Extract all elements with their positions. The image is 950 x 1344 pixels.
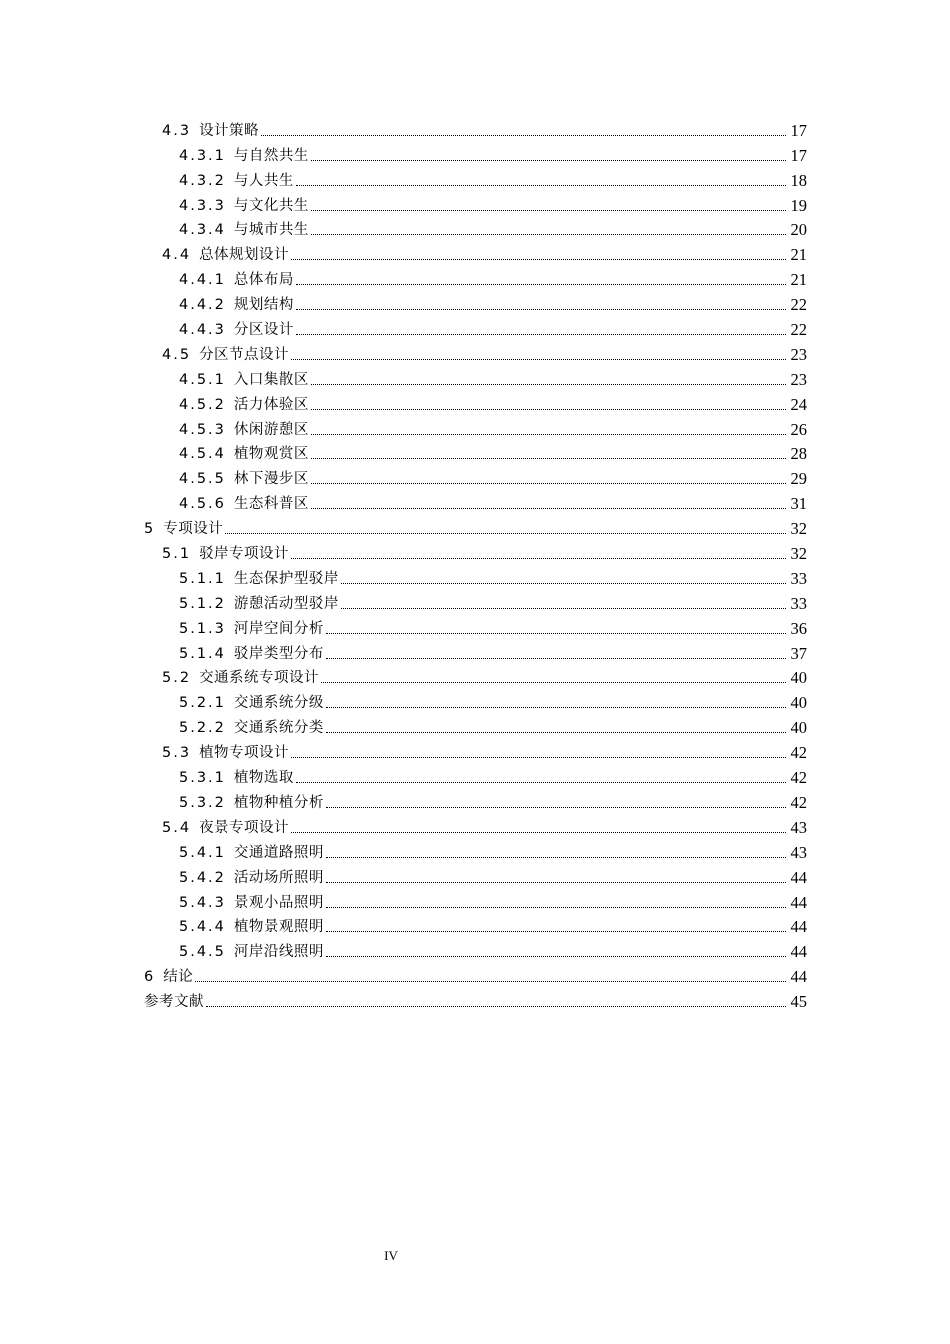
toc-entry[interactable] [144, 165, 807, 190]
toc-entry-page: 31 [790, 494, 807, 514]
toc-entry[interactable] [144, 961, 807, 986]
toc-entry[interactable] [144, 215, 807, 240]
toc-entry-page: 40 [790, 693, 807, 713]
toc-entry-title: 结论 [163, 969, 194, 986]
toc-entry[interactable] [144, 737, 807, 762]
toc-entry-title: 分区设计 [233, 322, 294, 339]
toc-dot-leader [296, 334, 786, 335]
toc-entry-page: 44 [790, 892, 807, 912]
toc-entry-number: 5.1 [162, 546, 192, 563]
toc-entry-page: 17 [790, 120, 807, 140]
toc-entry-number: 5.4.1 [179, 844, 226, 861]
toc-entry-title: 规划结构 [233, 297, 294, 314]
toc-dot-leader [341, 583, 786, 584]
toc-entry-page: 24 [790, 394, 807, 414]
toc-entry[interactable] [144, 986, 807, 1011]
toc-dot-leader [311, 483, 786, 484]
toc-entry[interactable] [144, 488, 807, 513]
toc-entry-page: 42 [790, 743, 807, 763]
toc-entry-page: 33 [790, 593, 807, 613]
toc-entry[interactable] [144, 887, 807, 912]
toc-dot-leader [291, 259, 786, 260]
toc-entry-number: 5.1.1 [179, 570, 226, 587]
toc-entry-page: 23 [790, 369, 807, 389]
toc-entry-number: 5.3.2 [179, 794, 226, 811]
toc-entry-page: 28 [790, 444, 807, 464]
toc-entry-number: 4.4.2 [179, 297, 226, 314]
toc-entry-number: 4.4.3 [179, 322, 226, 339]
toc-dot-leader [225, 533, 786, 534]
toc-entry[interactable] [144, 912, 807, 937]
toc-entry-page: 44 [790, 967, 807, 987]
toc-entry-number: 5.4 [162, 819, 192, 836]
toc-dot-leader [326, 907, 786, 908]
toc-entry[interactable] [144, 862, 807, 887]
toc-entry-page: 29 [790, 469, 807, 489]
toc-entry-title: 活动场所照明 [233, 869, 324, 886]
toc-entry[interactable] [144, 687, 807, 712]
toc-dot-leader [326, 882, 786, 883]
toc-entry-number: 6 [144, 969, 156, 986]
toc-entry-title: 植物种植分析 [233, 794, 324, 811]
toc-entry-title: 总体布局 [233, 272, 294, 289]
toc-entry-number: 4.3 [162, 122, 192, 139]
toc-entry[interactable] [144, 538, 807, 563]
toc-entry[interactable] [144, 762, 807, 787]
toc-entry[interactable] [144, 936, 807, 961]
toc-entry-page: 26 [790, 419, 807, 439]
toc-dot-leader [296, 284, 786, 285]
toc-entry-page: 17 [790, 145, 807, 165]
toc-entry-page: 40 [790, 718, 807, 738]
toc-entry-page: 19 [790, 195, 807, 215]
toc-dot-leader [326, 732, 786, 733]
toc-entry[interactable] [144, 414, 807, 439]
toc-entry-page: 18 [790, 170, 807, 190]
toc-entry-page: 21 [790, 270, 807, 290]
table-of-contents [144, 115, 807, 1011]
toc-entry[interactable] [144, 339, 807, 364]
toc-entry-title: 入口集散区 [233, 371, 309, 388]
toc-entry-title: 植物选取 [233, 770, 294, 787]
toc-dot-leader [311, 434, 786, 435]
toc-entry-title: 植物专项设计 [199, 745, 290, 762]
toc-dot-leader [311, 409, 786, 410]
toc-dot-leader [326, 956, 786, 957]
toc-dot-leader [326, 658, 786, 659]
toc-entry-number: 5.2.2 [179, 720, 226, 737]
toc-entry-page: 40 [790, 668, 807, 688]
toc-dot-leader [291, 558, 786, 559]
toc-dot-leader [311, 458, 786, 459]
toc-entry-number: 5.4.4 [179, 919, 226, 936]
toc-entry-title: 设计策略 [199, 122, 260, 139]
toc-entry-number: 4.5.6 [179, 496, 226, 513]
toc-entry-number: 5.3.1 [179, 770, 226, 787]
toc-entry-number: 4.5.4 [179, 446, 226, 463]
toc-entry[interactable] [144, 513, 807, 538]
toc-entry-title: 交通系统分类 [233, 720, 324, 737]
toc-entry-page: 37 [790, 643, 807, 663]
toc-entry-title: 生态科普区 [233, 496, 309, 513]
toc-entry-number: 4.5.2 [179, 396, 226, 413]
toc-entry[interactable] [144, 364, 807, 389]
toc-entry-title: 交通系统分级 [233, 695, 324, 712]
toc-entry-title: 林下漫步区 [233, 471, 309, 488]
toc-entry[interactable] [144, 239, 807, 264]
toc-entry-title: 参考文献 [144, 994, 204, 1011]
toc-entry-number: 5.4.2 [179, 869, 226, 886]
toc-entry-title: 活力体验区 [233, 396, 309, 413]
toc-dot-leader [296, 309, 786, 310]
toc-entry-page: 33 [790, 568, 807, 588]
toc-entry-number: 4.3.3 [179, 197, 226, 214]
toc-entry[interactable] [144, 463, 807, 488]
toc-entry-title: 生态保护型驳岸 [233, 570, 339, 587]
toc-dot-leader [311, 234, 786, 235]
toc-entry-number: 5.4.3 [179, 894, 226, 911]
toc-entry-page: 44 [790, 942, 807, 962]
toc-dot-leader [326, 633, 786, 634]
toc-entry-number: 4.4.1 [179, 272, 226, 289]
toc-dot-leader [195, 981, 786, 982]
toc-entry-title: 专项设计 [163, 521, 224, 538]
toc-entry-page: 23 [790, 344, 807, 364]
toc-entry-title: 景观小品照明 [233, 894, 324, 911]
toc-entry-number: 4.5.3 [179, 421, 226, 438]
toc-entry-number: 4.4 [162, 247, 192, 264]
toc-entry-title: 植物景观照明 [233, 919, 324, 936]
toc-entry-title: 总体规划设计 [199, 247, 290, 264]
toc-entry[interactable] [144, 588, 807, 613]
toc-entry-title: 河岸空间分析 [233, 620, 324, 637]
toc-dot-leader [206, 1006, 786, 1007]
toc-entry[interactable] [144, 289, 807, 314]
toc-entry-page: 22 [790, 295, 807, 315]
toc-entry[interactable] [144, 314, 807, 339]
toc-entry-title: 夜景专项设计 [199, 819, 290, 836]
toc-dot-leader [296, 185, 786, 186]
toc-dot-leader [341, 608, 786, 609]
toc-entry-number: 5.2.1 [179, 695, 226, 712]
toc-entry-title: 与自然共生 [233, 147, 309, 164]
toc-entry-page: 42 [790, 768, 807, 788]
toc-entry-title: 与城市共生 [233, 222, 309, 239]
toc-dot-leader [291, 359, 786, 360]
toc-entry-page: 32 [790, 519, 807, 539]
toc-entry-number: 5.2 [162, 670, 192, 687]
toc-dot-leader [326, 807, 786, 808]
toc-entry[interactable] [144, 264, 807, 289]
toc-dot-leader [261, 135, 786, 136]
toc-dot-leader [291, 757, 786, 758]
toc-entry-title: 与人共生 [233, 172, 294, 189]
toc-entry-page: 36 [790, 618, 807, 638]
toc-entry-title: 休闲游憩区 [233, 421, 309, 438]
toc-entry-page: 43 [790, 842, 807, 862]
toc-dot-leader [311, 384, 786, 385]
toc-entry-title: 驳岸专项设计 [199, 546, 290, 563]
page-number: IV [384, 1248, 398, 1263]
toc-entry-number: 4.3.4 [179, 222, 226, 239]
toc-entry-page: 22 [790, 320, 807, 340]
toc-dot-leader [321, 682, 786, 683]
toc-entry-number: 5 [144, 521, 156, 538]
toc-entry[interactable] [144, 140, 807, 165]
toc-entry-number: 4.3.1 [179, 147, 226, 164]
toc-dot-leader [296, 782, 786, 783]
toc-entry-title: 交通系统专项设计 [199, 670, 320, 687]
toc-dot-leader [326, 931, 786, 932]
toc-entry[interactable] [144, 439, 807, 464]
toc-entry-number: 5.1.4 [179, 645, 226, 662]
toc-entry-number: 5.1.3 [179, 620, 226, 637]
toc-entry[interactable] [144, 712, 807, 737]
toc-entry-title: 交通道路照明 [233, 844, 324, 861]
toc-entry[interactable] [144, 812, 807, 837]
toc-entry-page: 21 [790, 245, 807, 265]
toc-dot-leader [311, 160, 786, 161]
toc-dot-leader [311, 508, 786, 509]
toc-entry-title: 与文化共生 [233, 197, 309, 214]
toc-entry-page: 42 [790, 792, 807, 812]
toc-entry-page: 44 [790, 917, 807, 937]
toc-entry-page: 32 [790, 544, 807, 564]
toc-entry-page: 20 [790, 220, 807, 240]
toc-entry-title: 分区节点设计 [199, 346, 290, 363]
toc-entry-page: 44 [790, 867, 807, 887]
toc-entry-page: 43 [790, 817, 807, 837]
toc-entry-number: 4.5 [162, 346, 192, 363]
toc-dot-leader [326, 857, 786, 858]
toc-entry[interactable] [144, 638, 807, 663]
toc-entry[interactable] [144, 563, 807, 588]
toc-entry-number: 5.1.2 [179, 595, 226, 612]
toc-entry[interactable] [144, 613, 807, 638]
toc-dot-leader [291, 832, 786, 833]
toc-entry[interactable] [144, 787, 807, 812]
toc-entry[interactable] [144, 190, 807, 215]
toc-entry-title: 驳岸类型分布 [233, 645, 324, 662]
toc-dot-leader [311, 210, 786, 211]
toc-entry[interactable] [144, 389, 807, 414]
toc-entry-number: 4.5.1 [179, 371, 226, 388]
toc-entry-number: 4.5.5 [179, 471, 226, 488]
toc-entry-page: 45 [790, 992, 807, 1012]
toc-entry-number: 5.3 [162, 745, 192, 762]
toc-entry-number: 4.3.2 [179, 172, 226, 189]
toc-entry-title: 河岸沿线照明 [233, 944, 324, 961]
toc-entry-number: 5.4.5 [179, 944, 226, 961]
toc-entry-title: 游憩活动型驳岸 [233, 595, 339, 612]
toc-entry-title: 植物观赏区 [233, 446, 309, 463]
toc-entry[interactable] [144, 837, 807, 862]
toc-dot-leader [326, 707, 786, 708]
toc-entry[interactable] [144, 115, 807, 140]
toc-entry[interactable] [144, 663, 807, 688]
